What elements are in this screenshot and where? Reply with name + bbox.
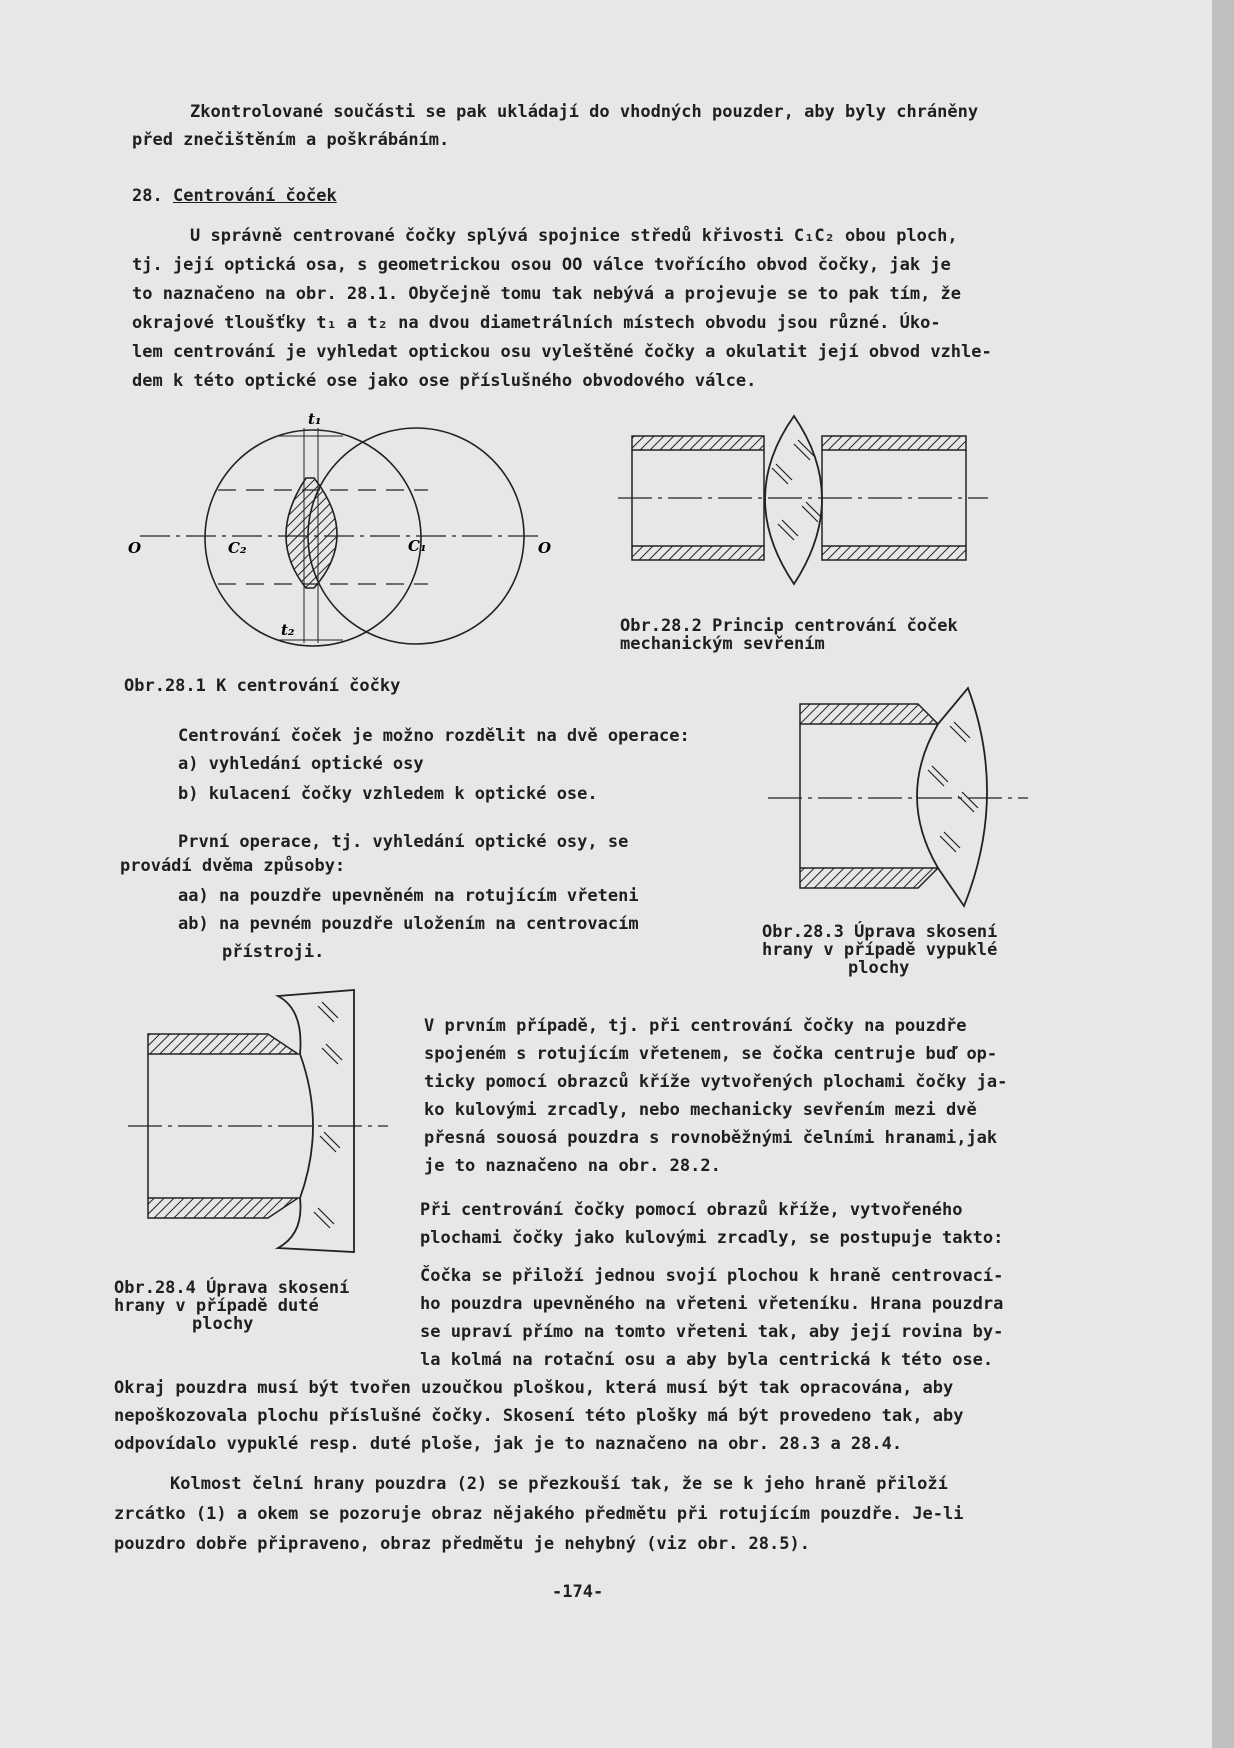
fig4-caption-line-1: Obr.28.4 Úprava skosení <box>114 1278 350 1298</box>
mirror-line-3: pouzdro dobře připraveno, obraz předmětu je nehybný (viz obr. 28.5). <box>114 1534 810 1554</box>
first-case-line-5: přesná souosá pouzdra s rovnoběžnými čelními hranami,jak <box>424 1128 998 1148</box>
lens-para-line-5: Okraj pouzdra musí být tvořen uzoučkou ploškou, která musí být tak opracována, aby <box>114 1378 954 1398</box>
first-op-line-3: aa) na pouzdře upevněném na rotujícím vřeteni <box>178 886 639 906</box>
fig4-caption-line-3: plochy <box>192 1314 254 1334</box>
para1-line-3: to naznačeno na obr. 28.1. Obyčejně tomu tak nebývá a projevuje se to pak tím, že <box>132 284 962 304</box>
para1-line-4: okrajové tloušťky t₁ a t₂ na dvou diametrálních místech obvodu jsou různé. Úko- <box>132 313 941 333</box>
lens-para-line-1: Čočka se přiloží jednou svojí plochou k hraně centrovací- <box>420 1266 1004 1286</box>
first-case-line-2: spojeném s rotujícím vřetenem, se čočka centruje buď op- <box>424 1044 998 1064</box>
label-c2: C₂ <box>228 539 247 557</box>
first-case-line-4: ko kulovými zrcadly, nebo mechanicky sevřením mezi dvě <box>424 1100 977 1120</box>
figure-28-2 <box>618 412 988 592</box>
label-t2: t₂ <box>281 621 295 639</box>
fig3-caption-line-1: Obr.28.3 Úprava skosení <box>762 922 998 942</box>
section-title: Centrování čoček <box>172 186 337 206</box>
lens-para-line-7: odpovídalo vypuklé resp. duté ploše, jak je to naznačeno na obr. 28.3 a 28.4. <box>114 1434 903 1454</box>
para1-line-1: U správně centrované čočky splývá spojnice středů křivosti C₁C₂ obou ploch, <box>190 226 958 246</box>
lens-concave <box>278 990 354 1252</box>
label-t1: t₁ <box>308 410 322 428</box>
fig1-caption: Obr.28.1 K centrování čočky <box>124 676 401 696</box>
fig2-caption-line-1: Obr.28.2 Princip centrování čoček <box>620 616 958 636</box>
first-op-line-1: První operace, tj. vyhledání optické osy, se <box>178 832 629 852</box>
para1-line-2: tj. její optická osa, s geometrickou osou OO válce tvořícího obvod čočky, jak je <box>132 255 951 275</box>
para1-line-5: lem centrování je vyhledat optickou osu vyleštěné čočky a okulatit její obvod vzhle- <box>132 342 992 362</box>
first-op-line-5: přístroji. <box>222 942 325 962</box>
lens-para-line-4: la kolmá na rotační osu a aby byla centrická k této ose. <box>420 1350 994 1370</box>
lens-section <box>286 478 337 588</box>
label-o-left: O <box>128 539 142 557</box>
fig3-caption-line-2: hrany v případě vypuklé <box>762 940 998 960</box>
label-c1: C₁ <box>408 537 427 555</box>
page-number: -174- <box>552 1582 604 1602</box>
fig4-caption-line-2: hrany v případě duté <box>114 1296 319 1316</box>
mirror-line-1: Kolmost čelní hrany pouzdra (2) se přezkouší tak, že se k jeho hraně přiloží <box>170 1474 948 1494</box>
figure-28-1 <box>128 408 558 658</box>
lens-para-line-3: se upraví přímo na tomto vřeteni tak, aby její rovina by- <box>420 1322 1004 1342</box>
intro-line-2: před znečištěním a poškrábáním. <box>132 130 450 150</box>
first-op-line-2: provádí dvěma způsoby: <box>120 856 346 876</box>
first-op-line-4: ab) na pevném pouzdře uložením na centrovacím <box>178 914 639 934</box>
lens-biconvex <box>765 416 822 584</box>
ops-line-2: a) vyhledání optické osy <box>178 754 424 774</box>
intro-line-1: Zkontrolované součásti se pak ukládají do vhodných pouzder, aby byly chráněny <box>190 102 979 122</box>
fig2-caption-line-2: mechanickým sevřením <box>620 634 825 654</box>
figure-28-3 <box>768 686 1028 916</box>
fig3-caption-line-3: plochy <box>848 958 910 978</box>
first-case-line-1: V prvním případě, tj. při centrování čočky na pouzdře <box>424 1016 967 1036</box>
lens-para-line-6: nepoškozovala plochu příslušné čočky. Skosení této plošky má být provedeno tak, aby <box>114 1406 964 1426</box>
section-number: 28. <box>132 186 163 206</box>
page-edge-shadow <box>1212 0 1234 1748</box>
cross-line-2: plochami čočky jako kulovými zrcadly, se postupuje takto: <box>420 1228 1004 1248</box>
first-case-line-3: ticky pomocí obrazců kříže vytvořených plochami čočky ja- <box>424 1072 1008 1092</box>
mirror-line-2: zrcátko (1) a okem se pozoruje obraz nějakého předmětu při rotujícím pouzdře. Je-li <box>114 1504 964 1524</box>
label-o-right: O <box>538 539 552 557</box>
cross-line-1: Při centrování čočky pomocí obrazů kříže, vytvořeného <box>420 1200 963 1220</box>
section-heading <box>132 182 337 210</box>
ops-line-3: b) kulacení čočky vzhledem k optické ose. <box>178 784 598 804</box>
ops-line-1: Centrování čoček je možno rozdělit na dvě operace: <box>178 726 690 746</box>
lens-para-line-2: ho pouzdra upevněného na vřeteni vřeteníku. Hrana pouzdra <box>420 1294 1004 1314</box>
first-case-line-6: je to naznačeno na obr. 28.2. <box>424 1156 721 1176</box>
para1-line-6: dem k této optické ose jako ose příslušného obvodového válce. <box>132 371 757 391</box>
figure-28-4 <box>128 986 388 1256</box>
